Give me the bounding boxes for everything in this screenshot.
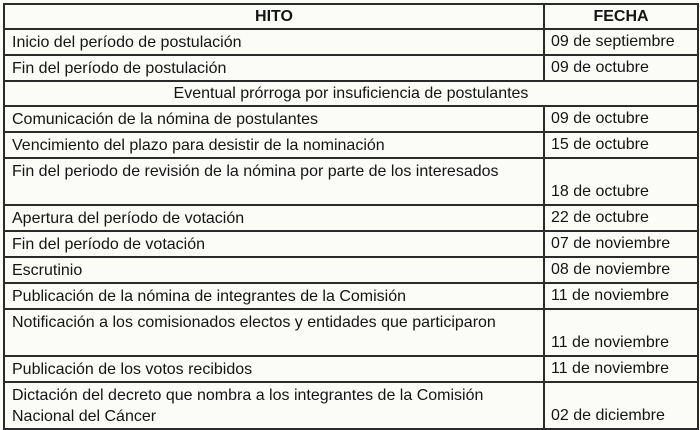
- hito-cell: Notificación a los comisionados electos y entidades que participaron: [4, 309, 544, 356]
- section-row: [4, 81, 698, 106]
- column-header-hito: HITO: [4, 4, 544, 29]
- hito-cell: Vencimiento del plazo para desistir de la nominación: [4, 132, 544, 158]
- fecha-cell: 11 de noviembre: [544, 356, 698, 382]
- table-row: [4, 309, 698, 356]
- hito-cell: Fin del período de postulación: [4, 55, 544, 81]
- table-row: [4, 205, 698, 231]
- table-row: [4, 55, 698, 81]
- table-row: [4, 29, 698, 55]
- schedule-table-body: [4, 29, 698, 429]
- section-label: Eventual prórroga por insuficiencia de postulantes: [4, 81, 698, 106]
- fecha-cell: 15 de octubre: [544, 132, 698, 158]
- hito-cell: Dictación del decreto que nombra a los integrantes de la Comisión Nacional del Cáncer: [4, 382, 544, 429]
- fecha-cell: 22 de octubre: [544, 205, 698, 231]
- hito-cell: Fin del periodo de revisión de la nómina por parte de los interesados: [4, 158, 544, 205]
- fecha-cell: 09 de octubre: [544, 106, 698, 132]
- hito-cell: Inicio del período de postulación: [4, 29, 544, 55]
- header-row: [4, 4, 698, 29]
- table-row: [4, 382, 698, 429]
- fecha-cell: 07 de noviembre: [544, 231, 698, 257]
- hito-cell: Comunicación de la nómina de postulantes: [4, 106, 544, 132]
- fecha-cell: 02 de diciembre: [544, 382, 698, 429]
- fecha-cell: 11 de noviembre: [544, 283, 698, 309]
- table-row: [4, 356, 698, 382]
- table-row: [4, 283, 698, 309]
- fecha-cell: 18 de octubre: [544, 158, 698, 205]
- table-row: [4, 158, 698, 205]
- fecha-cell: 08 de noviembre: [544, 257, 698, 283]
- column-header-fecha: FECHA: [544, 4, 698, 29]
- fecha-cell: 09 de octubre: [544, 55, 698, 81]
- hito-cell: Escrutinio: [4, 257, 544, 283]
- table-row: [4, 231, 698, 257]
- hito-cell: Apertura del período de votación: [4, 205, 544, 231]
- fecha-cell: 11 de noviembre: [544, 309, 698, 356]
- fecha-cell: 09 de septiembre: [544, 29, 698, 55]
- hito-cell: Publicación de los votos recibidos: [4, 356, 544, 382]
- hito-cell: Publicación de la nómina de integrantes de la Comisión: [4, 283, 544, 309]
- table-row: [4, 257, 698, 283]
- hito-cell: Fin del período de votación: [4, 231, 544, 257]
- table-row: [4, 132, 698, 158]
- table-row: [4, 106, 698, 132]
- schedule-table: [3, 3, 699, 430]
